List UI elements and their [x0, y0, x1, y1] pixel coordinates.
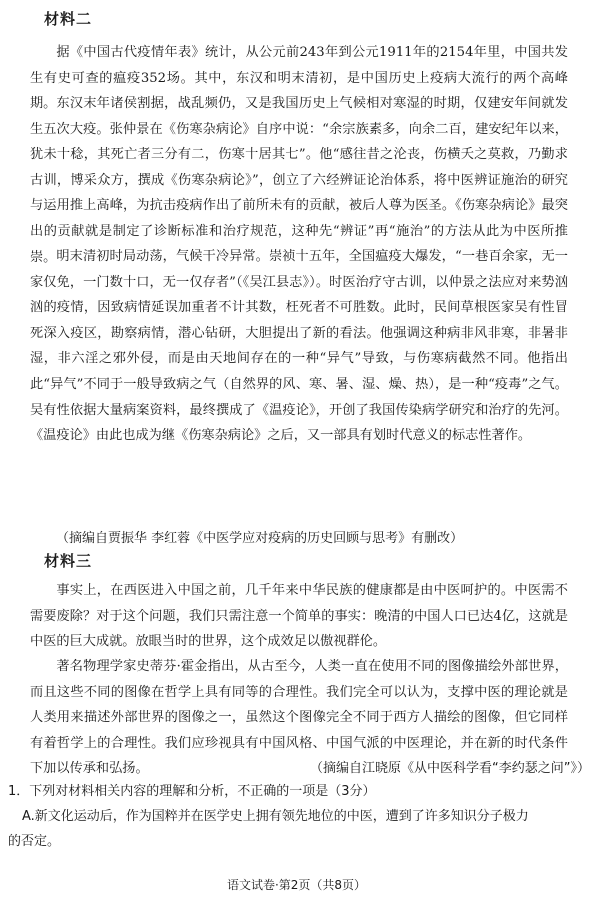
option-a-cont	[8, 829, 576, 855]
material2-paragraph-1: 据《中国古代疫情年表》统计，从公元前243年到公元1911年的2154年里，中国共发生有史可查的瘟疫352场。其中，东汉和明末清初，是中国历史上疫病大流行的两个高峰期。	[30, 45, 568, 112]
material3-title: 材料三	[44, 552, 93, 570]
material2-paragraph-3: 明末清初时局动荡，气候干冷异常。崇祯十五年，全国瘟疫大爆发，“一巷百余家，无一家仅免，一门数十口，无一仅存者”（《吴江县志》）。时医治疗守古训，以仲景之法应对来势汹汹的疫情，因致病情延误加重者不计其数，枉死者不可胜数。此时，民间草根医家吴有性冒死深入疫区，勘察病情，潜心钻研，大胆提出了新的看法。他强调这种病非风非寒，非暑非湿，非六淫之邪外侵，而是由天地间存在的一种“异气”导致，与伤寒病截然不同。他指出此“异气”不同于一般导致病之气（自然界的风、寒、暑、湿、燥、热），是一种“疫毒”之气。吴有性依据大量病案资料，最终撰成了《温疫论》，开创了我国传染病学研究和治疗的先河。《温疫论》由此也成为继《伤寒杂病论》之后，又一部具有划时代意义的标志性著作。	[30, 249, 568, 444]
option-a-line2: 的否定。	[8, 834, 61, 849]
material2-paragraph-2: 东汉末年诸侯割据，战乱频仍，又是我国历史上气候相对寒湿的时期，仅建安年间就发生五次大疫。张仲景在《伤寒杂病论》自序中说：“余宗族素多，向余二百，建安纪年以来，犹未十稔，其死亡者三分有二，伤寒十居其七”。他“感往昔之沦丧，伤横夭之莫救，乃勤求古训，博采众方，撰成《伤寒杂病论》”，创立了六经辨证论治体系，将中医辨证施治的研究与运用推上高峰，为抗击疫病作出了前所未有的贡献，被后人尊为医圣。《伤寒杂病论》最突出的贡献就是制定了诊断标准和治疗规范，这种先“辨证”再“施治”的方法从此为中医所推崇。	[30, 96, 568, 265]
material2-title: 材料二	[44, 10, 93, 28]
material3-paragraph-1: 事实上，在西医进入中国之前，几千年来中华民族的健康都是由中医呵护的。中医需不需要废除？对于这个问题，我们只需注意一个简单的事实：晚清的中国人口已达4亿，这就是中医的巨大成就。放眼当时的世界，这个成效足以傲视群伦。	[30, 583, 568, 650]
option-a-line1: A.新文化运动后，作为国粹并在医学史上拥有领先地位的中医，遭到了许多知识分子极力	[22, 809, 529, 824]
question-stem: 1．下列对材料相关内容的理解和分析，不正确的一项是（3分）	[8, 784, 376, 799]
option-a	[22, 804, 576, 830]
material2-source: （摘编自贾振华 李红蓉《中医学应对疫病的历史回顾与思考》有删改）	[56, 531, 464, 546]
material3-source: （摘编自江晓原《从中医科学看“李约瑟之问”》）	[310, 761, 590, 776]
material3-paragraph-2: 著名物理学家史蒂芬·霍金指出，从古至今，人类一直在使用不同的图像描绘外部世界，而且这些不同的图像在哲学上具有同等的合理性。我们完全可以认为，支撑中医的理论就是人类用来描述外部世界的图像之一，虽然这个图像完全不同于西方人描绘的图像，但它同样有着哲学上的合理性。我们应珍视具有中国风格、中国气派的中医理论，并在新的时代条件下加以传承和弘扬。	[30, 659, 568, 777]
page-footer: 语文试卷·第2页（共8页）	[226, 878, 367, 892]
